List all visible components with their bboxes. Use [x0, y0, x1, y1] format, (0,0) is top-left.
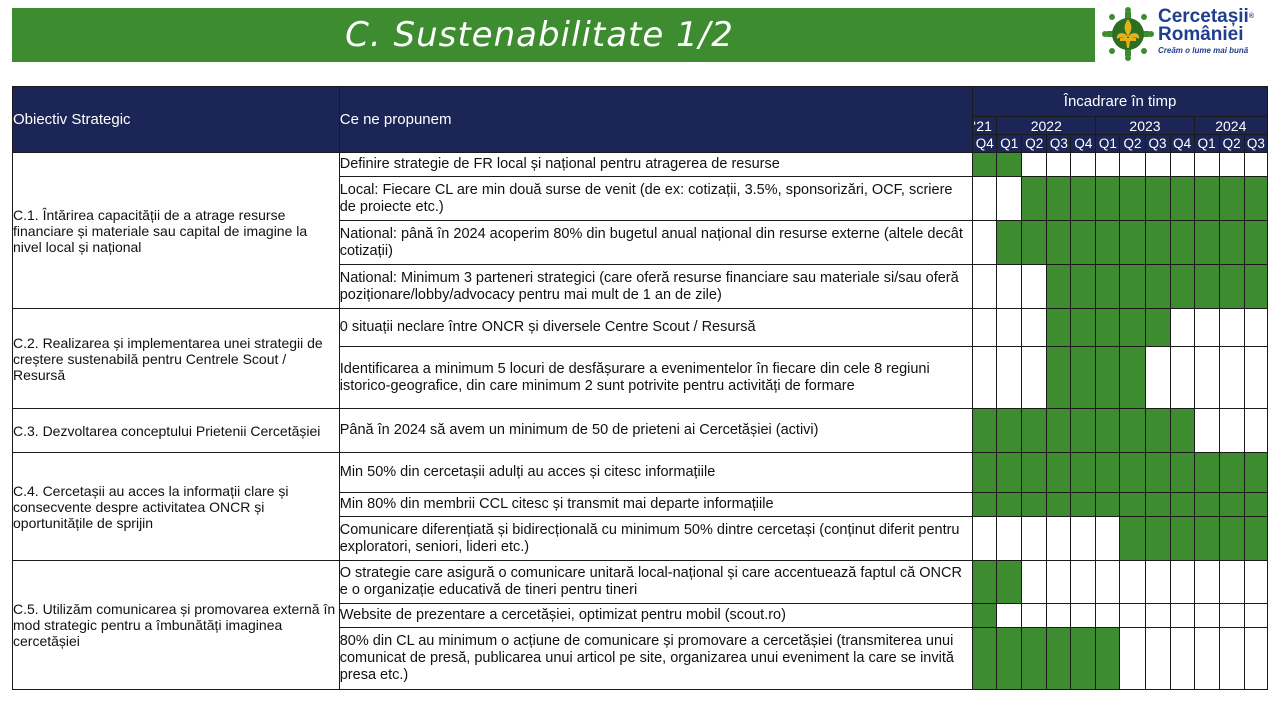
timeline-cell-active — [1120, 221, 1145, 265]
timeline-cell-active — [1120, 517, 1145, 561]
timeline-cell-empty — [997, 347, 1022, 409]
proposal-cell: Min 50% din cercetașii adulți au acces și citesc informațiile — [339, 453, 972, 493]
timeline-cell-empty — [1071, 604, 1096, 628]
timeline-cell-active — [1194, 493, 1219, 517]
timeline-cell-active — [1096, 309, 1120, 347]
timeline-cell-active — [1096, 493, 1120, 517]
timeline-cell-empty — [1219, 628, 1244, 690]
page-title: C. Sustenabilitate 1/2 — [345, 15, 734, 55]
timeline-cell-active — [1096, 177, 1120, 221]
timeline-cell-active — [1219, 265, 1244, 309]
timeline-cell-active — [1219, 493, 1244, 517]
timeline-cell-empty — [997, 517, 1022, 561]
timeline-cell-active — [1096, 409, 1120, 453]
timeline-cell-active — [1071, 453, 1096, 493]
timeline-cell-empty — [1244, 409, 1267, 453]
timeline-cell-active — [997, 221, 1022, 265]
proposal-cell: National: Minimum 3 parteneri strategici (care oferă resurse financiare sau materiale si/sau oferă poziționare/lobby/advocacy pentru mai mult de 1 an de zile) — [339, 265, 972, 309]
timeline-cell-empty — [1071, 153, 1096, 177]
timeline-cell-empty — [1194, 409, 1219, 453]
timeline-cell-empty — [997, 309, 1022, 347]
timeline-cell-active — [1047, 177, 1071, 221]
timeline-cell-empty — [1145, 628, 1170, 690]
timeline-cell-active — [997, 628, 1022, 690]
timeline-cell-active — [1071, 493, 1096, 517]
fleur-de-lis-emblem-icon — [1102, 6, 1154, 62]
timeline-cell-active — [1022, 628, 1047, 690]
timeline-cell-empty — [1219, 309, 1244, 347]
timeline-cell-active — [1047, 265, 1071, 309]
organization-logo — [1100, 4, 1276, 66]
timeline-cell-empty — [1244, 628, 1267, 690]
timeline-cell-active — [1145, 177, 1170, 221]
timeline-cell-empty — [1120, 561, 1145, 604]
quarter-label: Q2 — [1219, 135, 1244, 153]
timeline-cell-active — [997, 493, 1022, 517]
timeline-cell-active — [997, 153, 1022, 177]
timeline-cell-active — [1071, 409, 1096, 453]
timeline-cell-active — [1047, 453, 1071, 493]
timeline-cell-empty — [1170, 628, 1194, 690]
timeline-cell-empty — [1194, 347, 1219, 409]
timeline-cell-empty — [1071, 517, 1096, 561]
timeline-cell-active — [1244, 177, 1267, 221]
objective-cell: C.2. Realizarea și implementarea unei strategii de creștere sustenabilă pentru Centrele Scout / Resursă — [13, 309, 340, 409]
timeline-cell-empty — [1244, 347, 1267, 409]
timeline-cell-active — [1022, 177, 1047, 221]
timeline-cell-active — [1194, 453, 1219, 493]
timeline-cell-active — [997, 453, 1022, 493]
table-row — [13, 153, 1268, 177]
column-header-proposal: Ce ne propunem — [339, 87, 972, 153]
logo-motto: Creăm o lume mai bună — [1158, 46, 1249, 55]
timeline-cell-active — [1145, 493, 1170, 517]
logo-name-line2: României — [1158, 24, 1244, 45]
timeline-cell-active — [1219, 453, 1244, 493]
proposal-cell: 80% din CL au minimum o acțiune de comunicare și promovare a cercetășiei (transmiterea unui comunicat de presă, publicarea unui articol pe site, organizarea unui eveniment la care se invită presa etc.) — [339, 628, 972, 690]
proposal-cell: O strategie care asigură o comunicare unitară local-național și care accentuează faptul că ONCR e o organizație educativă de tineri pentru tineri — [339, 561, 972, 604]
quarter-label: Q3 — [1145, 135, 1170, 153]
objective-cell: C.3. Dezvoltarea conceptului Prietenii Cercetășiei — [13, 409, 340, 453]
timeline-cell-active — [1096, 347, 1120, 409]
quarter-label: Q1 — [1096, 135, 1120, 153]
timeline-cell-empty — [1170, 153, 1194, 177]
table-row — [13, 409, 1268, 453]
proposal-cell: National: până în 2024 acoperim 80% din bugetul anual național din resurse externe (altele decât cotizații) — [339, 221, 972, 265]
timeline-cell-active — [1170, 409, 1194, 453]
quarter-label: Q3 — [1244, 135, 1267, 153]
timeline-cell-empty — [997, 177, 1022, 221]
proposal-cell: Min 80% din membrii CCL citesc și transmit mai departe informațiile — [339, 493, 972, 517]
timeline-cell-empty — [1022, 604, 1047, 628]
logo-name-line1: Cercetașii — [1158, 6, 1249, 27]
timeline-cell-active — [1096, 453, 1120, 493]
timeline-cell-active — [997, 561, 1022, 604]
objective-cell: C.4. Cercetașii au acces la informații clare și consecvente despre activitatea ONCR și oportunitățile de sprijin — [13, 453, 340, 561]
objective-cell: C.1. Întărirea capacității de a atrage resurse financiare și materiale sau capital de imagine la nivel local și național — [13, 153, 340, 309]
timeline-cell-empty — [1096, 561, 1120, 604]
timeline-cell-active — [1145, 517, 1170, 561]
timeline-cell-active — [1096, 628, 1120, 690]
timeline-cell-empty — [1022, 347, 1047, 409]
proposal-cell: Website de prezentare a cercetășiei, optimizat pentru mobil (scout.ro) — [339, 604, 972, 628]
timeline-cell-active — [1022, 453, 1047, 493]
timeline-cell-active — [1194, 265, 1219, 309]
timeline-cell-empty — [1194, 309, 1219, 347]
timeline-cell-empty — [973, 177, 997, 221]
timeline-cell-empty — [973, 517, 997, 561]
timeline-cell-active — [1219, 221, 1244, 265]
timeline-cell-empty — [1096, 517, 1120, 561]
timeline-cell-active — [1096, 221, 1120, 265]
quarter-label: Q4 — [973, 135, 997, 153]
timeline-cell-active — [973, 409, 997, 453]
timeline-cell-active — [1120, 409, 1145, 453]
timeline-cell-empty — [1194, 628, 1219, 690]
timeline-cell-active — [1145, 221, 1170, 265]
timeline-cell-active — [1145, 409, 1170, 453]
timeline-cell-active — [1194, 517, 1219, 561]
year-label: 2023 — [1096, 117, 1194, 135]
objective-cell: C.5. Utilizăm comunicarea și promovarea externă în mod strategic pentru a îmbunătăți imaginea cercetășiei — [13, 561, 340, 690]
timeline-cell-empty — [1022, 153, 1047, 177]
timeline-cell-empty — [1219, 409, 1244, 453]
timeline-cell-active — [973, 628, 997, 690]
timeline-cell-empty — [1145, 347, 1170, 409]
title-bar — [12, 8, 1095, 62]
timeline-cell-active — [1244, 453, 1267, 493]
timeline-cell-active — [1145, 265, 1170, 309]
timeline-cell-active — [1120, 493, 1145, 517]
timeline-cell-empty — [1244, 153, 1267, 177]
timeline-cell-active — [1194, 221, 1219, 265]
timeline-cell-empty — [1194, 153, 1219, 177]
timeline-cell-active — [1047, 493, 1071, 517]
timeline-cell-empty — [973, 221, 997, 265]
timeline-cell-active — [1120, 347, 1145, 409]
timeline-cell-empty — [1047, 561, 1071, 604]
timeline-cell-active — [1170, 221, 1194, 265]
timeline-cell-active — [973, 153, 997, 177]
column-header-timeline: Încadrare în timp — [973, 87, 1268, 117]
timeline-cell-empty — [1096, 604, 1120, 628]
timeline-cell-active — [1244, 493, 1267, 517]
quarter-label: Q1 — [997, 135, 1022, 153]
timeline-cell-empty — [1170, 561, 1194, 604]
timeline-cell-active — [1047, 221, 1071, 265]
timeline-cell-active — [1071, 221, 1096, 265]
timeline-cell-active — [1120, 453, 1145, 493]
timeline-cell-empty — [1194, 561, 1219, 604]
timeline-cell-empty — [1145, 561, 1170, 604]
timeline-cell-active — [1047, 309, 1071, 347]
timeline-cell-active — [1071, 628, 1096, 690]
proposal-cell: 0 situații neclare între ONCR și diversele Centre Scout / Resursă — [339, 309, 972, 347]
quarter-label: Q4 — [1071, 135, 1096, 153]
timeline-cell-empty — [1219, 153, 1244, 177]
registered-mark: ® — [1248, 13, 1255, 20]
timeline-cell-active — [1071, 347, 1096, 409]
timeline-cell-active — [1120, 309, 1145, 347]
timeline-cell-active — [1170, 517, 1194, 561]
proposal-cell: Comunicare diferențiată și bidirecțională cu minimum 50% dintre cercetași (conținut diferit pentru exploratori, seniori, lideri etc.) — [339, 517, 972, 561]
timeline-cell-active — [1047, 347, 1071, 409]
timeline-cell-empty — [1022, 517, 1047, 561]
timeline-cell-empty — [1120, 153, 1145, 177]
timeline-cell-empty — [1145, 153, 1170, 177]
timeline-cell-active — [1244, 517, 1267, 561]
proposal-cell: Identificarea a minimum 5 locuri de desfășurare a evenimentelor în fiecare din cele 8 regiuni istorico-geografice, din care minimum 2 sunt potrivite pentru activități de formare — [339, 347, 972, 409]
proposal-cell: Local: Fiecare CL are min două surse de venit (de ex: cotizații, 3.5%, sponsorizări, OCF, scriere de proiecte etc.) — [339, 177, 972, 221]
timeline-cell-empty — [1170, 309, 1194, 347]
timeline-cell-active — [1145, 309, 1170, 347]
timeline-cell-empty — [973, 309, 997, 347]
timeline-cell-active — [1071, 309, 1096, 347]
timeline-cell-empty — [997, 604, 1022, 628]
timeline-cell-empty — [1120, 628, 1145, 690]
timeline-cell-empty — [973, 347, 997, 409]
timeline-cell-empty — [1022, 265, 1047, 309]
timeline-cell-active — [973, 453, 997, 493]
timeline-cell-empty — [1047, 517, 1071, 561]
timeline-cell-empty — [1219, 604, 1244, 628]
quarter-label: Q4 — [1170, 135, 1194, 153]
timeline-cell-active — [1219, 177, 1244, 221]
timeline-cell-empty — [1170, 347, 1194, 409]
quarter-label: Q2 — [1022, 135, 1047, 153]
timeline-cell-empty — [1219, 347, 1244, 409]
timeline-cell-empty — [1244, 561, 1267, 604]
year-label: 2022 — [997, 117, 1096, 135]
timeline-cell-active — [1244, 265, 1267, 309]
table-row — [13, 561, 1268, 604]
timeline-cell-empty — [1219, 561, 1244, 604]
timeline-cell-active — [997, 409, 1022, 453]
timeline-cell-empty — [997, 265, 1022, 309]
timeline-cell-active — [1170, 177, 1194, 221]
timeline-cell-active — [1120, 265, 1145, 309]
table-row — [13, 309, 1268, 347]
timeline-cell-active — [973, 604, 997, 628]
quarter-label: Q2 — [1120, 135, 1145, 153]
timeline-cell-empty — [1145, 604, 1170, 628]
timeline-cell-active — [1170, 453, 1194, 493]
table-row — [13, 453, 1268, 493]
timeline-cell-active — [1071, 177, 1096, 221]
quarter-label: Q1 — [1194, 135, 1219, 153]
timeline-cell-active — [1022, 493, 1047, 517]
strategy-timeline-table — [12, 86, 1268, 690]
timeline-cell-active — [1244, 221, 1267, 265]
proposal-cell: Definire strategie de FR local și național pentru atragerea de resurse — [339, 153, 972, 177]
timeline-cell-active — [1120, 177, 1145, 221]
timeline-cell-active — [1022, 221, 1047, 265]
timeline-cell-active — [1071, 265, 1096, 309]
timeline-cell-active — [1047, 628, 1071, 690]
proposal-cell: Până în 2024 să avem un minimum de 50 de prieteni ai Cercetășiei (activi) — [339, 409, 972, 453]
timeline-cell-active — [1096, 265, 1120, 309]
timeline-cell-empty — [1047, 604, 1071, 628]
year-label: ‘21 — [973, 117, 997, 135]
timeline-cell-empty — [1047, 153, 1071, 177]
timeline-cell-active — [1022, 409, 1047, 453]
timeline-cell-active — [1170, 265, 1194, 309]
timeline-cell-empty — [1244, 309, 1267, 347]
year-label: 2024 — [1194, 117, 1267, 135]
timeline-cell-empty — [1244, 604, 1267, 628]
timeline-cell-empty — [973, 265, 997, 309]
column-header-objective: Obiectiv Strategic — [13, 87, 340, 153]
timeline-cell-empty — [1120, 604, 1145, 628]
timeline-cell-active — [1194, 177, 1219, 221]
quarter-label: Q3 — [1047, 135, 1071, 153]
timeline-cell-active — [1145, 453, 1170, 493]
timeline-cell-active — [1047, 409, 1071, 453]
timeline-cell-empty — [1194, 604, 1219, 628]
timeline-cell-empty — [1170, 604, 1194, 628]
timeline-cell-empty — [1096, 153, 1120, 177]
timeline-cell-active — [973, 493, 997, 517]
timeline-cell-empty — [1071, 561, 1096, 604]
timeline-cell-active — [973, 561, 997, 604]
timeline-cell-empty — [1022, 561, 1047, 604]
timeline-cell-empty — [1022, 309, 1047, 347]
timeline-cell-active — [1170, 493, 1194, 517]
timeline-cell-active — [1219, 517, 1244, 561]
